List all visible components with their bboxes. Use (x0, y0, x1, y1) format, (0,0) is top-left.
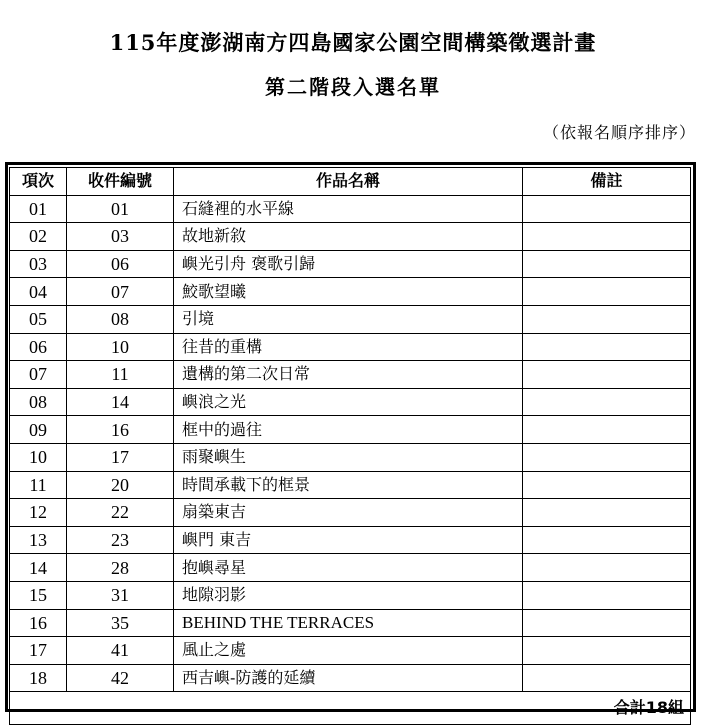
column-header-remark: 備註 (523, 168, 691, 196)
work-title: 雨聚嶼生 (174, 443, 523, 471)
submission-number: 14 (67, 388, 174, 416)
work-title: 遺構的第二次日常 (174, 361, 523, 389)
remark (523, 333, 691, 361)
work-title: 時間承載下的框景 (174, 471, 523, 499)
work-title: 嶼光引舟 褒歌引歸 (174, 250, 523, 278)
item-number: 04 (10, 278, 67, 306)
item-number: 02 (10, 223, 67, 251)
work-title: 西吉嶼-防護的延續 (174, 664, 523, 692)
remark (523, 250, 691, 278)
item-number: 07 (10, 361, 67, 389)
item-number: 17 (10, 637, 67, 665)
work-title: 嶼浪之光 (174, 388, 523, 416)
table-row (10, 443, 691, 471)
remark (523, 554, 691, 582)
submission-number: 31 (67, 581, 174, 609)
submission-number: 11 (67, 361, 174, 389)
submission-number: 23 (67, 526, 174, 554)
item-number: 08 (10, 388, 67, 416)
submission-number: 35 (67, 609, 174, 637)
submission-number: 22 (67, 499, 174, 527)
total-count: 合計18組 (10, 692, 691, 725)
item-number: 05 (10, 305, 67, 333)
table-row (10, 609, 691, 637)
work-title: 往昔的重構 (174, 333, 523, 361)
page-subtitle: 第二階段入選名單 (265, 75, 441, 99)
table-row (10, 526, 691, 554)
table-row (10, 581, 691, 609)
work-title: 引境 (174, 305, 523, 333)
page-title: 115年度澎湖南方四島國家公園空間構築徵選計畫 (109, 30, 597, 55)
work-title: 扇築東吉 (174, 499, 523, 527)
work-title: 鮫歌望曦 (174, 278, 523, 306)
table-row (10, 499, 691, 527)
remark (523, 664, 691, 692)
item-number: 06 (10, 333, 67, 361)
table-row (10, 305, 691, 333)
submission-number: 08 (67, 305, 174, 333)
remark (523, 278, 691, 306)
table-row (10, 471, 691, 499)
work-title: 框中的過往 (174, 416, 523, 444)
submission-number: 17 (67, 443, 174, 471)
remark (523, 388, 691, 416)
work-title: 故地新敘 (174, 223, 523, 251)
work-title: BEHIND THE TERRACES (174, 609, 523, 637)
table-row (10, 195, 691, 223)
submission-number: 01 (67, 195, 174, 223)
column-header-submission-no: 收件編號 (67, 168, 174, 196)
submission-number: 06 (67, 250, 174, 278)
submission-number: 41 (67, 637, 174, 665)
remark (523, 581, 691, 609)
table-row (10, 278, 691, 306)
column-header-item-no: 項次 (10, 168, 67, 196)
table-row (10, 637, 691, 665)
work-title: 風止之處 (174, 637, 523, 665)
item-number: 12 (10, 499, 67, 527)
submission-number: 07 (67, 278, 174, 306)
table-row (10, 664, 691, 692)
remark (523, 609, 691, 637)
table-row (10, 361, 691, 389)
remark (523, 637, 691, 665)
table-row (10, 250, 691, 278)
table-header-row (10, 168, 691, 196)
selection-table (9, 167, 691, 725)
work-title: 嶼門 東吉 (174, 526, 523, 554)
remark (523, 416, 691, 444)
item-number: 15 (10, 581, 67, 609)
remark (523, 305, 691, 333)
remark (523, 223, 691, 251)
sort-note: （依報名順序排序） (542, 123, 696, 142)
work-title: 石縫裡的水平線 (174, 195, 523, 223)
table-row (10, 333, 691, 361)
item-number: 03 (10, 250, 67, 278)
item-number: 18 (10, 664, 67, 692)
submission-number: 28 (67, 554, 174, 582)
remark (523, 526, 691, 554)
item-number: 16 (10, 609, 67, 637)
table-row (10, 223, 691, 251)
item-number: 10 (10, 443, 67, 471)
submission-number: 03 (67, 223, 174, 251)
item-number: 01 (10, 195, 67, 223)
table-row (10, 416, 691, 444)
remark (523, 499, 691, 527)
item-number: 09 (10, 416, 67, 444)
table-row (10, 388, 691, 416)
remark (523, 361, 691, 389)
work-title: 抱嶼尋星 (174, 554, 523, 582)
submission-number: 42 (67, 664, 174, 692)
submission-number: 16 (67, 416, 174, 444)
remark (523, 443, 691, 471)
item-number: 14 (10, 554, 67, 582)
remark (523, 195, 691, 223)
submission-number: 10 (67, 333, 174, 361)
column-header-work-title: 作品名稱 (174, 168, 523, 196)
submission-number: 20 (67, 471, 174, 499)
table-row (10, 554, 691, 582)
work-title: 地隙羽影 (174, 581, 523, 609)
remark (523, 471, 691, 499)
item-number: 11 (10, 471, 67, 499)
item-number: 13 (10, 526, 67, 554)
